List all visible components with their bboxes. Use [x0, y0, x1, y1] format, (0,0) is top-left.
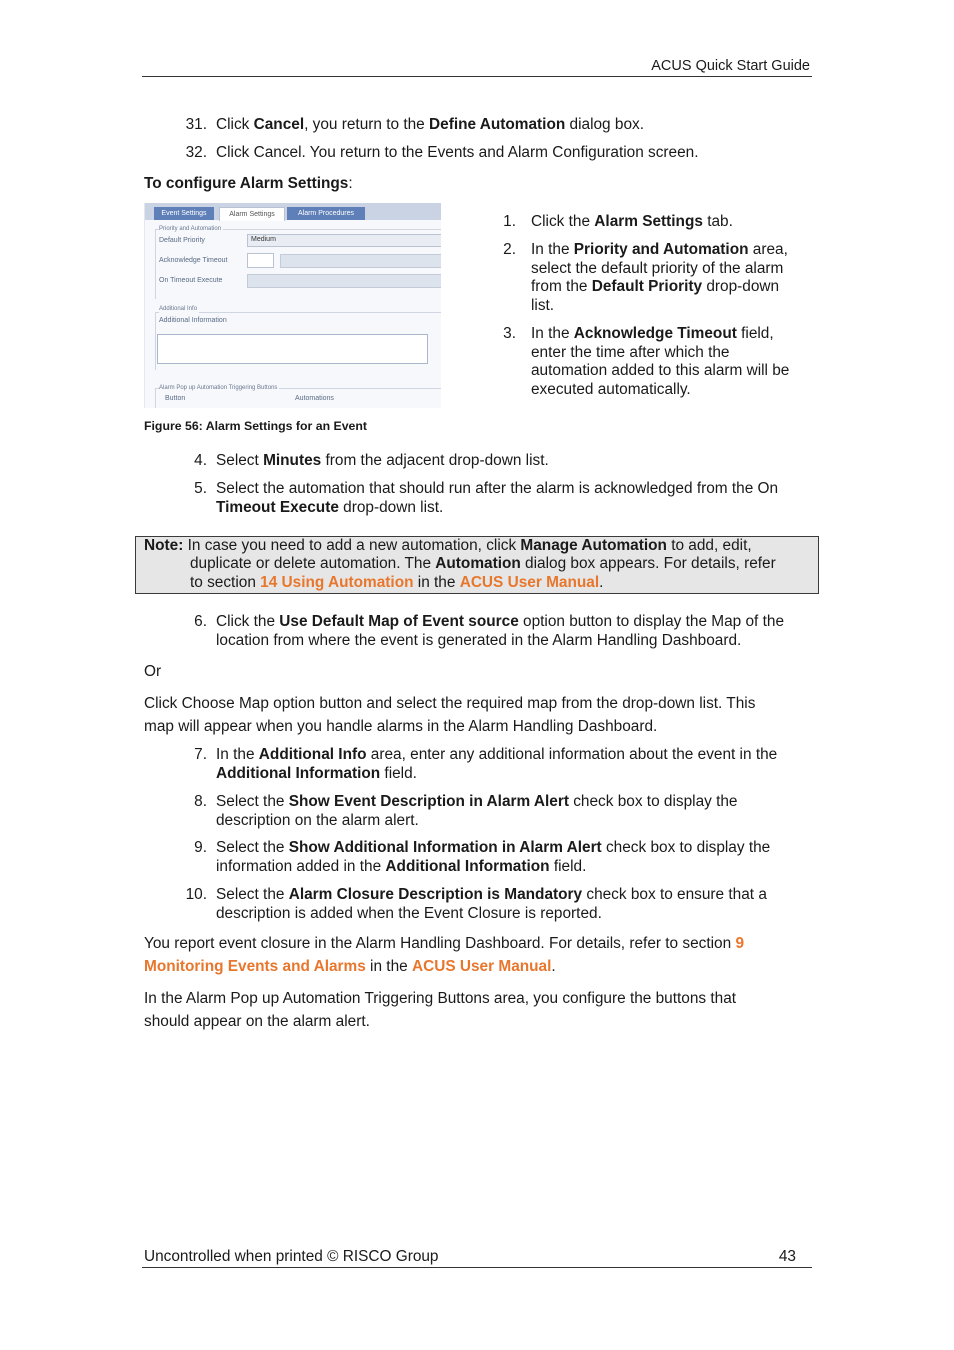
group-additional-heading: Additional Info — [159, 306, 198, 312]
figure-caption: Figure 56: Alarm Settings for an Event — [144, 419, 367, 433]
section-heading: To configure Alarm Settings: — [144, 175, 353, 192]
link-section-9[interactable]: 9 — [735, 935, 744, 952]
step-text: Click Cancel. You return to the Events and Alarm Configuration screen. — [216, 144, 699, 161]
step-number: 10. — [185, 886, 207, 903]
footer-rule — [142, 1267, 812, 1268]
additional-info-textarea — [157, 334, 428, 364]
or-text: Or — [144, 663, 162, 680]
col-automations-header: Automations — [295, 395, 334, 402]
page-number: 43 — [778, 1248, 796, 1265]
col-button-header: Button — [165, 395, 186, 402]
popup-paragraph: In the Alarm Pop up Automation Triggering Buttons area, you configure the buttons that should appear on the alarm alert. — [144, 990, 737, 1030]
step-text: In the Additional Info area, enter any additional information about the event in the Additional Information field. — [216, 746, 778, 782]
step-text: Select Minutes from the adjacent drop-down list. — [216, 452, 549, 469]
step-number: 6. — [194, 613, 207, 630]
step-number: 31. — [185, 116, 207, 133]
ack-timeout-input — [247, 253, 274, 268]
group-border — [155, 312, 156, 370]
group-priority-heading: Priority and Automation — [159, 226, 222, 232]
on-timeout-label: On Timeout Execute — [159, 277, 223, 284]
step-text: Select the Show Event Description in Alarm Alert check box to display the description on the alarm alert. — [216, 793, 738, 829]
link-acus-user-manual[interactable]: ACUS User Manual — [459, 574, 600, 591]
step-text: In the Acknowledge Timeout field, enter the time after which the automation added to this alarm will be executed automatically. — [531, 325, 790, 398]
step-number: 1. — [503, 213, 516, 230]
ack-timeout-label: Acknowledge Timeout — [159, 257, 228, 264]
group-border — [155, 229, 156, 299]
step-text: Select the automation that should run after the alarm is acknowledged from the On Timeout Execute drop-down list. — [216, 480, 779, 516]
on-timeout-select — [247, 274, 441, 288]
step-text: In the Priority and Automation area, select the default priority of the alarm from the Default Priority drop-down list. — [531, 241, 788, 314]
tab-event-settings: Event Settings — [154, 207, 214, 220]
ack-timeout-unit-select — [280, 254, 441, 268]
default-priority-select: Medium — [247, 234, 441, 247]
closure-paragraph: You report event closure in the Alarm Handling Dashboard. For details, refer to section 9 Monitoring Events and Alarms in the ACUS User Manual. — [144, 935, 744, 975]
group-border — [155, 388, 156, 408]
footer-left: Uncontrolled when printed © RISCO Group — [144, 1248, 439, 1265]
link-using-automation[interactable]: 14 Using Automation — [260, 574, 414, 591]
link-acus-user-manual[interactable]: ACUS User Manual — [411, 958, 552, 975]
link-monitoring-events[interactable]: Monitoring Events and Alarms — [144, 958, 366, 975]
default-priority-label: Default Priority — [159, 237, 205, 244]
tab-alarm-settings: Alarm Settings — [219, 207, 285, 221]
group-popup-heading: Alarm Pop up Automation Triggering Buttons — [159, 385, 278, 391]
alarm-settings-figure — [144, 203, 441, 408]
step-text: Select the Alarm Closure Description is Mandatory check box to ensure that a description is added when the Event Closure is reported. — [216, 886, 767, 922]
tab-alarm-procedures: Alarm Procedures — [287, 207, 365, 220]
step-text: Select the Show Additional Information in Alarm Alert check box to display the information added in the Additional Information field. — [216, 839, 771, 875]
header-rule — [142, 76, 812, 77]
step-number: 8. — [194, 793, 207, 810]
page-header-title: ACUS Quick Start Guide — [651, 58, 810, 74]
step-number: 7. — [194, 746, 207, 763]
choose-map-paragraph: Click Choose Map option button and select the required map from the drop-down list. This map will appear when you handle alarms in the Alarm Handling Dashboard. — [144, 695, 756, 735]
note-box — [135, 536, 819, 594]
step-number: 4. — [194, 452, 207, 469]
step-text: Click Cancel, you return to the Define Automation dialog box. — [216, 116, 644, 133]
note-line: to section 14 Using Automation in the ACUS User Manual. — [190, 574, 604, 591]
note-line: Note: In case you need to add a new automation, click Manage Automation to add, edit, — [144, 537, 752, 554]
step-number: 32. — [185, 144, 207, 161]
step-number: 9. — [194, 839, 207, 856]
step-text: Click the Alarm Settings tab. — [531, 213, 733, 230]
additional-info-label: Additional Information — [159, 317, 227, 324]
step-number: 5. — [194, 480, 207, 497]
step-text: Click the Use Default Map of Event source option button to display the Map of the location from where the event is generated in the Alarm Handling Dashboard. — [216, 613, 785, 649]
step-number: 3. — [503, 325, 516, 342]
note-line: duplicate or delete automation. The Automation dialog box appears. For details, refer — [190, 555, 776, 572]
step-number: 2. — [503, 241, 516, 258]
